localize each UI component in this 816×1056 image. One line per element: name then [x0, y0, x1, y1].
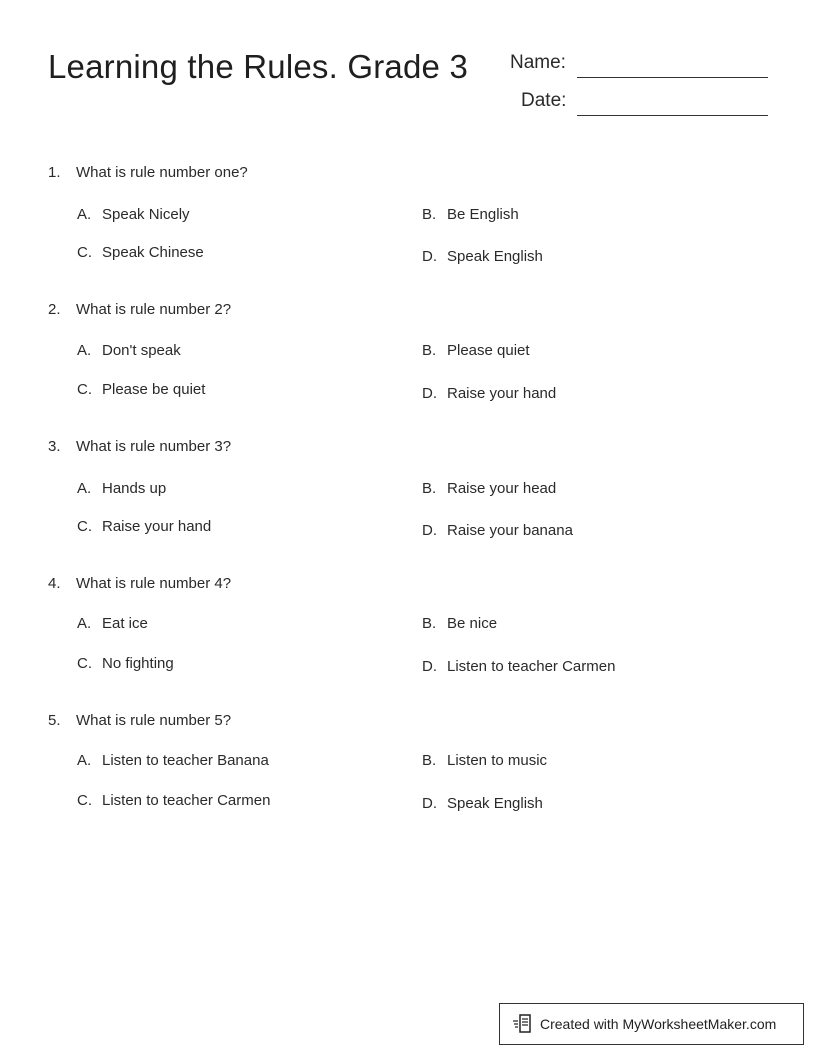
- option-text: Listen to teacher Banana: [102, 752, 269, 769]
- option-text: Listen to music: [447, 752, 548, 769]
- option-text: Listen to teacher Carmen: [447, 658, 616, 675]
- option-text: Don't speak: [102, 342, 181, 359]
- option-text: No fighting: [102, 655, 174, 672]
- question-number: 4.: [48, 575, 61, 592]
- name-line: [577, 77, 768, 78]
- option-text: Raise your banana: [447, 522, 573, 539]
- option-text: Speak Nicely: [102, 206, 190, 223]
- option-letter: A.: [77, 615, 92, 632]
- option-text: Raise your hand: [102, 518, 212, 535]
- question-number: 1.: [48, 164, 61, 181]
- question-text: What is rule number 4?: [76, 575, 232, 592]
- option-letter: D.: [422, 522, 437, 539]
- option-text: Please be quiet: [102, 381, 206, 398]
- question-number: 5.: [48, 712, 61, 729]
- question-number: 3.: [48, 438, 61, 455]
- option-letter: C.: [77, 792, 92, 809]
- name-label: Name:: [510, 52, 566, 73]
- option-text: Hands up: [102, 480, 167, 497]
- option-letter: B.: [422, 206, 437, 223]
- option-letter: D.: [422, 795, 437, 812]
- option-text: Speak English: [447, 248, 543, 265]
- page-title: Learning the Rules. Grade 3: [48, 48, 468, 85]
- option-text: Be English: [447, 206, 519, 223]
- footer-text: Created with MyWorksheetMaker.com: [540, 1016, 777, 1032]
- option-letter: C.: [77, 655, 92, 672]
- footer-badge[interactable]: [499, 1003, 804, 1045]
- option-letter: D.: [422, 385, 437, 402]
- question-text: What is rule number one?: [76, 164, 248, 181]
- question-number: 2.: [48, 301, 61, 318]
- option-text: Be nice: [447, 615, 498, 632]
- option-letter: B.: [422, 615, 437, 632]
- option-letter: D.: [422, 658, 437, 675]
- option-letter: A.: [77, 480, 92, 497]
- option-letter: C.: [77, 381, 92, 398]
- question-text: What is rule number 5?: [76, 712, 232, 729]
- date-label: Date:: [521, 90, 567, 111]
- option-letter: C.: [77, 518, 92, 535]
- option-text: Raise your head: [447, 480, 557, 497]
- worksheet-maker-logo-icon: [512, 1013, 534, 1035]
- option-letter: A.: [77, 206, 92, 223]
- question-text: What is rule number 3?: [76, 438, 232, 455]
- option-letter: A.: [77, 342, 92, 359]
- date-line: [577, 115, 768, 116]
- option-letter: A.: [77, 752, 92, 769]
- option-text: Please quiet: [447, 342, 530, 359]
- option-text: Eat ice: [102, 615, 148, 632]
- option-text: Raise your hand: [447, 385, 557, 402]
- option-letter: D.: [422, 248, 437, 265]
- option-text: Speak Chinese: [102, 244, 204, 261]
- question-text: What is rule number 2?: [76, 301, 232, 318]
- option-letter: B.: [422, 752, 437, 769]
- option-letter: B.: [422, 480, 437, 497]
- option-letter: B.: [422, 342, 437, 359]
- option-text: Listen to teacher Carmen: [102, 792, 271, 809]
- option-text: Speak English: [447, 795, 543, 812]
- option-letter: C.: [77, 244, 92, 261]
